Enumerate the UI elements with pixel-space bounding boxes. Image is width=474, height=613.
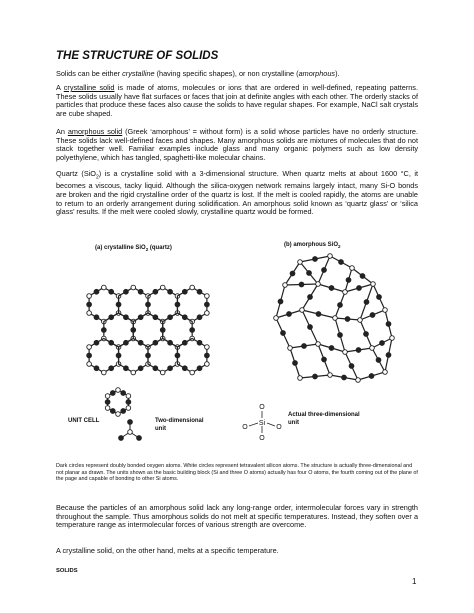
silicon-atom: [274, 316, 279, 321]
silicon-atom: [205, 294, 210, 299]
oxygen-atom: [204, 302, 209, 307]
oxygen-atom: [87, 302, 92, 307]
oxygen-label: O: [259, 435, 265, 442]
oxygen-atom: [109, 289, 114, 294]
silicon-atom: [205, 311, 210, 316]
oxygen-atom: [110, 391, 115, 396]
hexagon-ring: [148, 288, 177, 322]
oxygen-atom: [128, 420, 133, 425]
amorphous-body: (Greek ‘amorphous’ = without form) is a solid whose particles have no orderly structure. These solids lack well-defined faces and shapes. Many amorphous solids are mixtures of molecules that do not stack together well. Familiar examples include glass and many organic polymers such as low density polyethylene, which has tangled, spaghetti-like molecular chains.: [56, 127, 419, 163]
oxygen-atom: [345, 317, 350, 322]
oxygen-atom: [190, 328, 195, 333]
silicon-atom: [131, 370, 136, 375]
silicon-atom: [383, 370, 388, 375]
silicon-atom: [371, 282, 376, 287]
oxygen-atom: [278, 299, 283, 304]
intro-text-2: (having specific shapes), or non crystalline (: [154, 69, 299, 78]
silicon-atom: [190, 285, 195, 290]
oxygen-atom: [87, 353, 92, 358]
hexagon-ring: [148, 339, 177, 373]
oxygen-atom: [364, 332, 369, 337]
oxygen-atom: [313, 374, 318, 379]
silicon-atom: [328, 373, 333, 378]
silicon-atom: [128, 430, 133, 435]
oxygen-atom: [308, 295, 313, 300]
oxygen-atom: [293, 361, 298, 366]
oxygen-atom: [94, 315, 99, 320]
crystalline-lead: A: [56, 83, 64, 92]
amorphous-caption-sub: 2: [338, 244, 341, 250]
silicon-atom: [343, 290, 348, 295]
hexagon-ring: [163, 313, 192, 347]
oxygen-atom: [316, 312, 321, 317]
silicon-atom: [126, 394, 131, 399]
hexagon-ring: [133, 313, 162, 347]
oxygen-atom: [137, 436, 142, 441]
long-range-paragraph: Because the particles of an amorphous solid lack any long-range order, intermolecular forces vary in strength throughout the sample. Thus amorphous solids do not melt at specific temperatures. Instead, they soften over a temperature range as intermolecular forces of various strength are overcome.: [56, 503, 418, 530]
crystalline-caption-tail: (quartz): [148, 245, 172, 251]
oxygen-atom: [377, 295, 382, 300]
oxygen-atom: [110, 409, 115, 414]
silicon-atom: [105, 394, 110, 399]
crystalline-caption-sub: 2: [145, 247, 149, 253]
oxygen-atom: [94, 366, 99, 371]
silicon-atom: [87, 311, 92, 316]
oxygen-atom: [197, 366, 202, 371]
silicon-atom: [358, 318, 363, 323]
silicon-atom: [328, 254, 333, 259]
amorphous-term: amorphous: [298, 69, 336, 78]
silicon-atom: [160, 370, 165, 375]
hexagon-ring: [119, 339, 148, 373]
si-o-bond: [267, 423, 275, 426]
page-title: THE STRUCTURE OF SOLIDS: [56, 50, 219, 62]
two-dimensional-label: Two-dimensional unit: [155, 418, 204, 432]
oxygen-atom: [329, 286, 334, 291]
si-o-bond: [249, 423, 258, 426]
oxygen-atom: [182, 289, 187, 294]
two-dimensional-unit-drawing: [119, 420, 142, 441]
oxygen-atom: [124, 366, 129, 371]
oxygen-atom: [138, 289, 143, 294]
silicon-atom: [190, 370, 195, 375]
oxygen-atom: [138, 366, 143, 371]
hexagon-ring: [119, 288, 148, 322]
quartz-body: ) is a crystalline solid with a 3-dimensional structure. When quartz melts at about 1600 °C, it becomes a viscous, tacky liquid. Although the silica-oxygen network remains largely intact, many Si-O bonds are broken and the rigid crystalline order of the quartz is lost. If the melt is cooled rapidly, the atoms are unable to return to an orderly arrangement during solidification. An amorphous solid known as ‘quartz glass’ or ‘silica glass’ results. If the melt were cooled slowly, crystalline quartz would be formed.: [56, 169, 419, 217]
quartz-subscript: 2: [96, 174, 99, 181]
oxygen-atom: [369, 374, 374, 379]
oxygen-atom: [290, 271, 295, 276]
silicon-atom: [288, 346, 293, 351]
oxygen-atom: [376, 358, 381, 363]
legend-note: Dark circles represent doubly bonded oxygen atoms. White circles represent tetravalent silicon atoms. The structure is actually three-dimensional and not planar as drawn. The units shown as the basic building block (Si and three O atoms) actually has four O atoms, the fourth coming out of the plane of the page and capable of bonding to other Si atoms.: [56, 463, 418, 483]
silicon-atom: [350, 266, 355, 271]
oxygen-atom: [94, 340, 99, 345]
oxygen-label: O: [242, 424, 248, 431]
oxygen-atom: [153, 289, 158, 294]
hexagon-ring: [104, 313, 133, 347]
silicon-atom: [298, 260, 303, 265]
oxygen-atom: [322, 268, 327, 273]
oxygen-atom: [308, 325, 313, 330]
oxygen-atom: [94, 289, 99, 294]
amorphous-solid-term: amorphous solid: [67, 127, 123, 136]
silicon-atom: [205, 345, 210, 350]
oxygen-atom: [124, 289, 129, 294]
oxygen-atom: [121, 409, 126, 414]
oxygen-atom: [287, 312, 292, 317]
amorphous-lead: An: [56, 127, 68, 136]
oxygen-atom: [329, 346, 334, 351]
oxygen-atom: [121, 391, 126, 396]
silicon-atom: [87, 345, 92, 350]
crystalline-solid-term: crystalline solid: [63, 83, 115, 92]
oxygen-atom: [153, 366, 158, 371]
oxygen-atom: [281, 331, 286, 336]
oxygen-atom: [360, 274, 365, 279]
oxygen-atom: [204, 353, 209, 358]
oxygen-atom: [342, 375, 347, 380]
oxygen-atom: [126, 400, 131, 405]
silicon-atom: [87, 294, 92, 299]
silicon-atom: [131, 285, 136, 290]
oxygen-atom: [346, 278, 351, 283]
unit-cell-drawing: [105, 388, 131, 417]
oxygen-atom: [356, 348, 361, 353]
oxygen-atom: [182, 366, 187, 371]
oxygen-atom: [168, 289, 173, 294]
oxygen-atom: [197, 289, 202, 294]
crystalline-lattice: [87, 285, 210, 375]
page-number: 1: [412, 577, 417, 586]
silicon-atom: [298, 376, 303, 381]
oxygen-atom: [307, 271, 312, 276]
quartz-lead: Quartz (SiO: [56, 169, 96, 178]
silicon-atom: [383, 308, 388, 313]
silicon-atom: [316, 282, 321, 287]
three-dimensional-label: Actual three-dimensional unit: [288, 412, 360, 426]
oxygen-label: O: [276, 424, 282, 431]
silicon-atom: [343, 350, 348, 355]
oxygen-atom: [197, 340, 202, 345]
oxygen-atom: [322, 357, 327, 362]
melting-paragraph: A crystalline solid, on the other hand, melts at a specific temperature.: [56, 546, 279, 555]
silicon-atom: [333, 316, 338, 321]
intro-text-3: ).: [335, 69, 340, 78]
oxygen-atom: [299, 282, 304, 287]
silicon-atom: [300, 308, 305, 313]
silicon-atom: [205, 362, 210, 367]
amorphous-caption-text: (b) amorphous SiO: [284, 242, 338, 248]
silicon-atom: [102, 370, 107, 375]
footer-label: SOLIDS: [56, 568, 78, 574]
three-dimensional-unit-drawing: [242, 404, 282, 442]
intro-text-1: Solids can be either: [56, 69, 123, 78]
oxygen-atom: [370, 313, 375, 318]
silicon-atom: [87, 362, 92, 367]
oxygen-atom: [338, 303, 343, 308]
silicon-atom: [102, 285, 107, 290]
oxygen-atom: [101, 328, 106, 333]
oxygen-atom: [364, 300, 369, 305]
silicon-atom: [316, 342, 321, 347]
silicon-atom: [390, 336, 395, 341]
oxygen-atom: [105, 400, 110, 405]
oxygen-atom: [339, 260, 344, 265]
crystalline-term: crystalline: [122, 69, 155, 78]
amorphous-network: [274, 254, 395, 383]
oxygen-atom: [357, 286, 362, 291]
oxygen-atom: [302, 344, 307, 349]
crystalline-body: is made of atoms, molecules or ions that are ordered in well-defined, repeating patterns. These solids usually have flat surfaces or faces that join at definite angles with each other. The orderly stacks of particles that produce these faces also cause the solids to have regular shapes. For example, NaCl salt crystals are cube shaped.: [56, 83, 418, 119]
silicon-atom: [283, 283, 288, 288]
hexagon-ring: [89, 339, 118, 373]
silicon-atom: [105, 406, 110, 411]
oxygen-atom: [386, 322, 391, 327]
silicon-label: Si: [258, 420, 266, 427]
oxygen-atom: [380, 341, 385, 346]
oxygen-atom: [313, 257, 318, 262]
oxygen-label: O: [259, 404, 265, 411]
oxygen-atom: [338, 333, 343, 338]
silicon-atom: [370, 346, 375, 351]
silicon-atom: [116, 412, 121, 417]
hexagon-ring: [177, 288, 206, 322]
oxygen-atom: [119, 436, 124, 441]
unit-cell-label: UNIT CELL: [68, 418, 100, 424]
hexagon-ring: [89, 288, 118, 322]
oxygen-atom: [386, 353, 391, 358]
oxygen-atom: [168, 366, 173, 371]
hexagon-ring: [177, 339, 206, 373]
silicon-atom: [126, 406, 131, 411]
silicon-atom: [116, 388, 121, 393]
oxygen-atom: [349, 364, 354, 369]
oxygen-atom: [109, 366, 114, 371]
silicon-atom: [356, 378, 361, 383]
oxygen-atom: [197, 315, 202, 320]
silicon-atom: [160, 285, 165, 290]
crystalline-caption-text: (a) crystalline SiO: [95, 245, 146, 251]
